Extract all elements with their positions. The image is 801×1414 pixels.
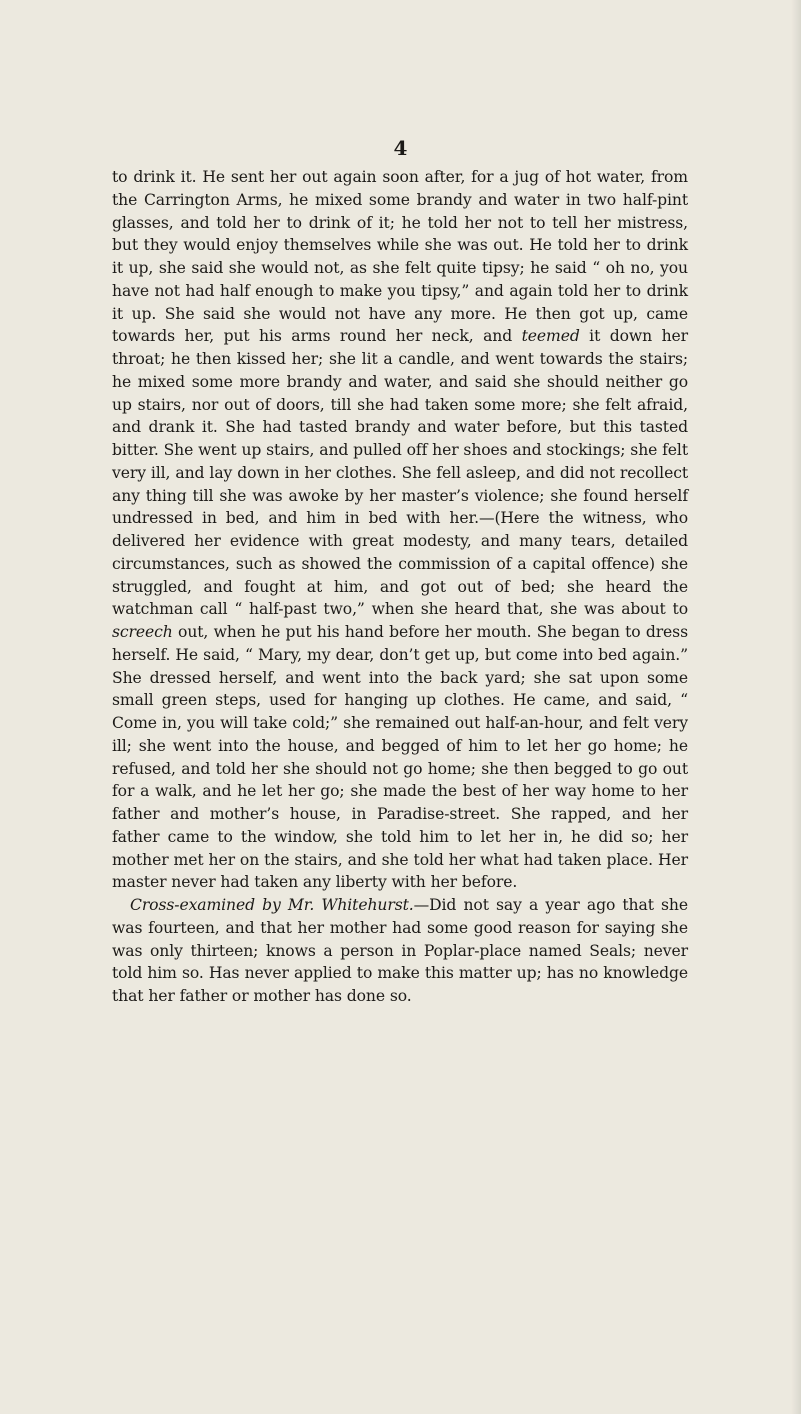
- cross-examined-heading: Cross-examined by Mr. Whitehurst.: [130, 896, 414, 914]
- body-text: [112, 166, 688, 1008]
- paragraph-cross-examination: [112, 894, 688, 1008]
- page-edge-shadow: [791, 0, 801, 1414]
- text-segment: it down her throat; he then kissed her; she lit a candle, and went towards the stairs; he mixed some more brandy and water, and said she should neither go up stairs, nor out of doors, till she had taken some more; she felt afraid, and drank it. She had tasted brandy and water before, but this tasted bitter. She went up stairs, and pulled off her shoes and stockings; she felt very ill, and lay down in her clothes. She fell asleep, and did not recollect any thing till she was awoke by her master’s violence; she found herself undressed in bed, and him in bed with her.—(Here the witness, who delivered her evidence with great modesty, and many tears, detailed circumstances, such as showed the commission of a capital offence) she struggled, and fought at him, and got out of bed; she heard the watchman call “ half-past two,” when she heard that, she was about to: [112, 327, 688, 619]
- text-segment: to drink it. He sent her out again soon after, for a jug of hot water, from the Carrington Arms, he mixed some brandy and water in two half-pint glasses, and told her to drink of it; he told her not to tell her mistress, but they would enjoy themselves while she was out. He told her to drink it up, she said she would not, as she felt quite tipsy; he said “ oh no, you have not had half enough to make you tipsy,” and again told her to drink it up. She said she would not have any more. He then got up, came towards her, put his arms round her neck, and: [112, 168, 688, 346]
- italic-word: screech: [112, 623, 173, 641]
- italic-word: teemed: [521, 327, 580, 346]
- page-number: 4: [393, 136, 408, 160]
- paragraph-testimony: [112, 166, 688, 894]
- text-segment: —Did not say a year ago that she was fourteen, and that her mother had some good reason for saying she was only thirteen; knows a person in Poplar-place named Seals; never told him so. Has never applied to make this matter up; has no knowledge that her father or mother has done so.: [112, 896, 688, 1005]
- text-segment: out, when he put his hand before her mouth. She began to dress herself. He said, “ Mary, my dear, don’t get up, but come into bed again.” She dressed herself, and went into the back yard; she sat upon some small green steps, used for hanging up clothes. He came, and said, “ Come in, you will take cold;” she remained out half-an-hour, and felt very ill; she went into the house, and begged of him to let her go home; he refused, and told her she should not go home; she then begged to go out for a walk, and he let her go; she made the best of her way home to her father and mother’s house, in Paradise-street. She rapped, and her father came to the window, she told him to let her in, he did so; her mother met her on the stairs, and she told her what had taken place. Her master never had taken any liberty with her before.: [112, 623, 688, 892]
